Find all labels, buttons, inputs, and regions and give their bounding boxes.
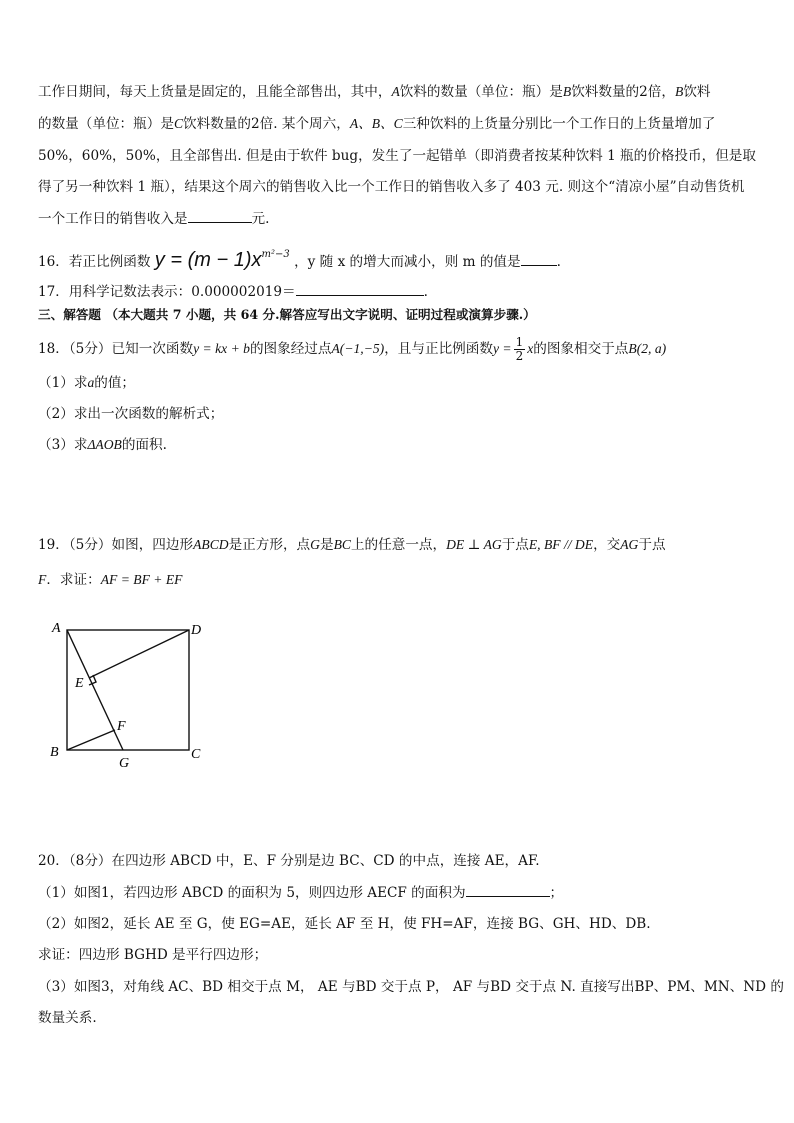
answer-blank-20[interactable] [466,882,550,897]
p18-sub1: （1）求a的值； [38,375,136,391]
label-a: A [52,621,61,636]
p15-line4: 得了另一种饮料 1 瓶），结果这个周六的销售收入比一个工作日的销售收入多了 403 元. 则这个“清凉小屋”自动售货机 [38,179,745,195]
segment-bf [67,730,115,750]
label-g: G [119,756,130,771]
p19-line2: F．求证：AF = BF + EF [38,572,183,588]
p20-sub3: （3）如图3，对角线 AC、BD 相交于点 M， AE 与BD 交于点 P， AF 与BD 交于点 N. 直接写出BP、PM、MN、ND 的 [38,979,784,995]
square-abcd [67,630,189,750]
segment-de [89,630,189,678]
label-b: B [50,745,59,760]
label-e: E [75,676,84,691]
problem-16: 16．若正比例函数 $y = (m - 1)x^{m^2-3}$ ，y 随 x 的增大而减小，则 m 的值是 . [38,249,561,271]
square-figure [40,612,220,772]
p20-sub3-end: 数量关系. [38,1010,97,1026]
label-f: F [117,719,126,734]
problem-20: 20．（8分）在四边形 ABCD 中，E、F 分别是边 BC、CD 的中点，连接 AE，AF. [38,853,540,869]
p15-line5: 一个工作日的销售收入是 元. [38,208,269,229]
p20-sub1: （1）如图1，若四边形 ABCD 的面积为 5，则四边形 AECF 的面积为 ； [38,882,563,903]
section-3-header: 三、解答题 （本大题共 7 小题，共 64 分.解答应写出文字说明、证明过程或演算步骤.） [38,307,536,322]
answer-blank-16[interactable] [521,251,557,266]
problem-19: 19．（5分）如图，四边形ABCD是正方形，点G是BC上的任意一点，DE ⊥ AG于点E, BF // DE，交AG于点 [38,537,666,553]
fraction-one-half: $\frac{1}{2}$ [515,335,524,363]
formula-16: y = (m − 1)x [154,249,262,271]
answer-blank-15[interactable] [188,208,252,223]
p20-sub2-claim: 求证：四边形 BGHD 是平行四边形； [38,947,268,963]
label-c: C [191,747,201,762]
problem-18: 18．（5分）已知一次函数y = kx + b的图象经过点A(−1,−5)，且与正比例函数y = $\frac{1}{2}$ x的图象相交于点B(2, a) [38,335,667,363]
p15-line3: 50%，60%，50%，且全部售出. 但是由于软件 bug，发生了一起错单（即消费者按某种饮料 1 瓶的价格投币，但是取 [38,148,756,164]
p15-line1: 工作日期间，每天上货量是固定的，且能全部售出，其中，A饮料的数量（单位：瓶）是B饮料数量的2倍，B饮料 [38,84,711,100]
problem-17: 17．用科学记数法表示：0.000002019＝ . [38,281,428,302]
answer-blank-17[interactable] [296,281,424,296]
label-d: D [191,623,202,638]
p18-sub3: （3）求ΔAOB的面积. [38,437,167,453]
p20-sub2: （2）如图2，延长 AE 至 G，使 EG=AE，延长 AF 至 H，使 FH=AF，连接 BG、GH、HD、DB. [38,916,651,932]
p15-line2: 的数量（单位：瓶）是C饮料数量的2倍. 某个周六，A、B、C三种饮料的上货量分别比一个工作日的上货量增加了 [38,116,716,132]
p18-sub2: （2）求出一次函数的解析式； [38,406,224,422]
